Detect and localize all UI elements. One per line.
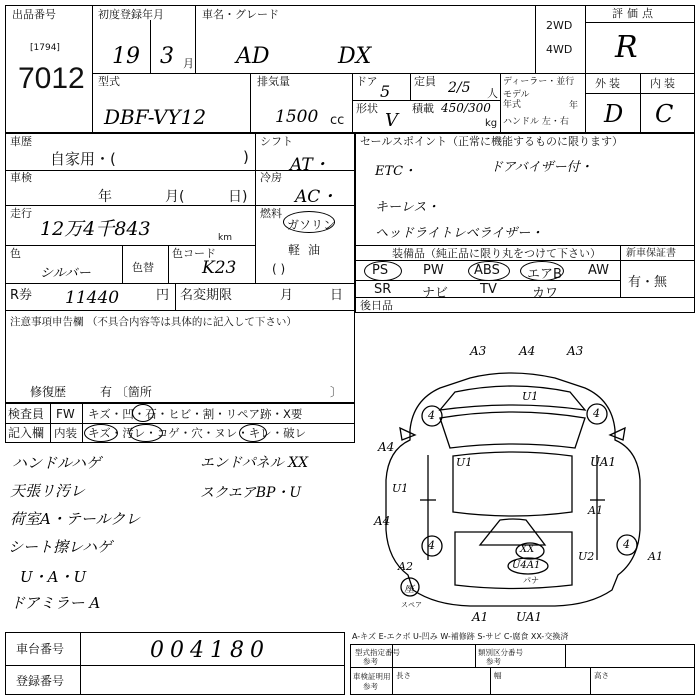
ext-label: 外装 [595, 77, 623, 90]
ac-value: AC・ [295, 187, 338, 207]
cap-value: 2/5 [448, 80, 471, 96]
inspector-fw-label: FW [56, 407, 75, 421]
dims-length: 長さ [396, 671, 411, 680]
drive-4wd: 4WD [546, 43, 573, 56]
handle-label: ハンドル 左・右 [503, 117, 569, 127]
repair-label: 修復歴 [30, 385, 67, 399]
notes-label: 注意事項申告欄 （不具合内容等は具体的に記入して下さい） [10, 316, 297, 328]
repaint-label: 色替 [132, 261, 154, 274]
post-date-label: 後日品 [360, 299, 393, 312]
mark-u4a1: U4A1 [512, 560, 541, 571]
fuel-paren: ( ) [272, 262, 286, 276]
mileage-unit: km [218, 233, 232, 243]
type-value: DBF-VY12 [104, 105, 207, 129]
spare-label: スペア [401, 601, 422, 609]
mark-seat: 座 [404, 584, 414, 595]
mark-a3-right: A3 [567, 344, 584, 358]
drive-2wd: 2WD [546, 19, 573, 32]
equip-leather: カワ [532, 286, 559, 301]
selling-points-label: セールスポイント（正常に機能するものに限ります） [360, 135, 624, 148]
car-name: AD [236, 44, 270, 69]
mark-xx: XX [520, 544, 535, 555]
history-close: ) [243, 148, 249, 166]
mark-u1-left-front: U1 [456, 456, 473, 469]
mark-a4-left: A4 [378, 440, 395, 454]
equip-aw: AW [588, 263, 610, 278]
dims-ref: 参考 [363, 682, 378, 691]
note-2: 天張リ汚レ [10, 482, 86, 500]
car-hood [440, 386, 585, 410]
equip-ps: PS [372, 263, 389, 278]
mileage-label: 走行 [10, 207, 32, 220]
equipment-label: 装備品（純正品に限り丸をつけて下さい） [392, 247, 601, 260]
equip-navi: ナビ [422, 286, 449, 301]
reg-month: 3 [160, 44, 174, 69]
selling-point-3: キーレス・ [375, 200, 440, 215]
damage-legend: A-キズ E-エクボ U-凹み W-補修跡 S-サビ C-腐食 XX-交換済 [352, 632, 569, 641]
reg-month-unit: 月 [183, 57, 194, 70]
score-value: R [615, 30, 638, 65]
mileage-value: 12万4千843 [40, 218, 151, 240]
cap-unit: 人 [487, 87, 498, 100]
model-label: 車名・グレード [202, 8, 279, 21]
class-label: 類別区分番号 [478, 648, 523, 657]
reg-year: 19 [112, 44, 140, 69]
note-1: ハンドルハゲ [12, 454, 101, 472]
selling-point-4: ヘッドライトレベライザー・ [375, 226, 544, 241]
mark-4-rr: 4 [623, 538, 630, 551]
shift-value: AT・ [290, 155, 330, 175]
note-4: シート擦レハゲ [8, 538, 112, 556]
mirror-left [400, 428, 415, 440]
shift-label: シフト [260, 135, 293, 148]
mirror-right [610, 428, 625, 440]
int-value: C [655, 100, 674, 128]
ac-label: 冷房 [260, 171, 282, 184]
inspection-label: 車検 [10, 171, 32, 184]
inspection-month: 月( [165, 189, 185, 205]
equip-pw: PW [423, 263, 444, 278]
chassis-label: 車台番号 [16, 642, 65, 656]
dealer-label: ディーラー・並行 [503, 77, 575, 87]
inspector-fw-text: キズ・凹・石・ヒビ・割・リペア跡・X要 [88, 407, 303, 421]
selling-point-2: ドアバイザー付・ [490, 160, 593, 175]
repair-close: 〕 [330, 385, 343, 399]
lot-sub: [1794] [30, 43, 60, 53]
lot-label: 出品番号 [12, 8, 56, 21]
note-3: 荷室A・テールクレ [10, 510, 141, 528]
mark-4-rl: 4 [428, 539, 435, 552]
mark-ua1-right: UA1 [590, 455, 617, 469]
note-5: U・A・U [20, 568, 87, 586]
model-year-label: モデル年式 [503, 90, 530, 110]
note-right-1: エンドパネル XX [200, 455, 309, 471]
recycle-value: 11440 [65, 288, 120, 308]
type-label: 型式 [98, 75, 120, 88]
mark-a4-left-rear: A4 [374, 514, 391, 528]
fuel-label: 燃料 [260, 207, 282, 220]
load-value: 450/300 [441, 101, 491, 115]
note-right-2: スクエアBP・U [200, 485, 302, 501]
mark-panel: パナ [523, 576, 539, 585]
equip-airbag: エアB [527, 267, 562, 282]
inspection-day: 日) [228, 189, 248, 205]
disp-value: 1500 [275, 107, 319, 127]
mark-u2: U2 [578, 550, 595, 563]
mark-u1-left-side: U1 [392, 482, 409, 495]
score-label: 評価点 [612, 7, 657, 20]
recycle-unit: 円 [156, 288, 170, 303]
grade: DX [338, 44, 372, 69]
ext-value: D [604, 100, 624, 128]
shape-value: V [385, 110, 398, 131]
color-code-label: 色コード [172, 247, 216, 260]
history-label: 車歴 [10, 135, 32, 148]
class-ref: 参考 [486, 657, 501, 666]
mark-a1-right-side: A1 [588, 504, 603, 517]
equip-abs: ABS [474, 263, 500, 278]
mark-4-fl: 4 [428, 409, 435, 422]
mark-4-fr: 4 [593, 407, 600, 420]
inspector-label-2: 記入欄 [8, 426, 45, 440]
mark-ua1-bottom: UA1 [516, 610, 543, 624]
lot-number: 7012 [18, 62, 85, 95]
inspector-int-text: キズ・汚レ・コゲ・穴・ヌレ・キレ・破レ [88, 426, 307, 440]
inspection-year: 年 [98, 189, 112, 205]
inspector-int-label: 内装 [54, 426, 77, 440]
fuel-diesel: 軽油 [288, 243, 329, 257]
mark-a4-top: A4 [519, 344, 536, 358]
disp-label: 排気量 [257, 75, 290, 88]
mark-u1-hood: U1 [522, 390, 539, 403]
mark-a1-bottom: A1 [472, 610, 489, 624]
load-label: 積載 [412, 102, 434, 115]
selling-point-1: ETC・ [375, 164, 417, 179]
type-spec-ref: 参考 [363, 657, 378, 666]
name-change-label: 名変期限 [180, 288, 233, 303]
recycle-label: R券 [10, 288, 33, 303]
type-spec-label: 型式指定番号 [355, 648, 400, 657]
fuel-gasoline: ガソリン [287, 218, 336, 232]
door-label: ドア [356, 75, 378, 88]
registration-label: 登録番号 [16, 674, 65, 688]
equip-sr: SR [374, 282, 392, 297]
mark-a2: A2 [398, 560, 413, 573]
shape-label: 形状 [356, 102, 378, 115]
note-6: ドアミラー A [10, 594, 101, 612]
dims-width: 幅 [494, 671, 502, 680]
repair-value: 有 〔箇所 [100, 385, 152, 399]
color-value: シルバー [40, 266, 91, 281]
mark-a3-left: A3 [470, 344, 487, 358]
door-value: 5 [380, 82, 391, 101]
name-change-month: 月 [280, 288, 294, 303]
disp-unit: cc [330, 113, 345, 128]
int-label: 内装 [650, 77, 678, 90]
car-windshield [440, 412, 585, 448]
history-value: 自家用・( [50, 150, 116, 168]
color-code-value: K23 [202, 258, 237, 278]
warranty-value: 有・無 [628, 275, 668, 290]
name-change-day: 日 [330, 288, 344, 303]
dims-height: 高さ [594, 671, 609, 680]
mark-a1-rear-right: A1 [648, 550, 663, 563]
chassis-value: 004180 [150, 638, 270, 663]
dims-label: 車検証明用 [353, 672, 391, 681]
inspector-label-1: 検査員 [8, 407, 45, 421]
reg-label: 初度登録年月 [98, 8, 164, 21]
cap-label: 定員 [414, 75, 436, 88]
equip-tv: TV [480, 282, 497, 297]
color-label: 色 [10, 247, 21, 260]
load-unit: kg [485, 118, 498, 129]
warranty-label: 新車保証書 [626, 248, 676, 259]
model-year-unit: 年 [569, 101, 579, 111]
